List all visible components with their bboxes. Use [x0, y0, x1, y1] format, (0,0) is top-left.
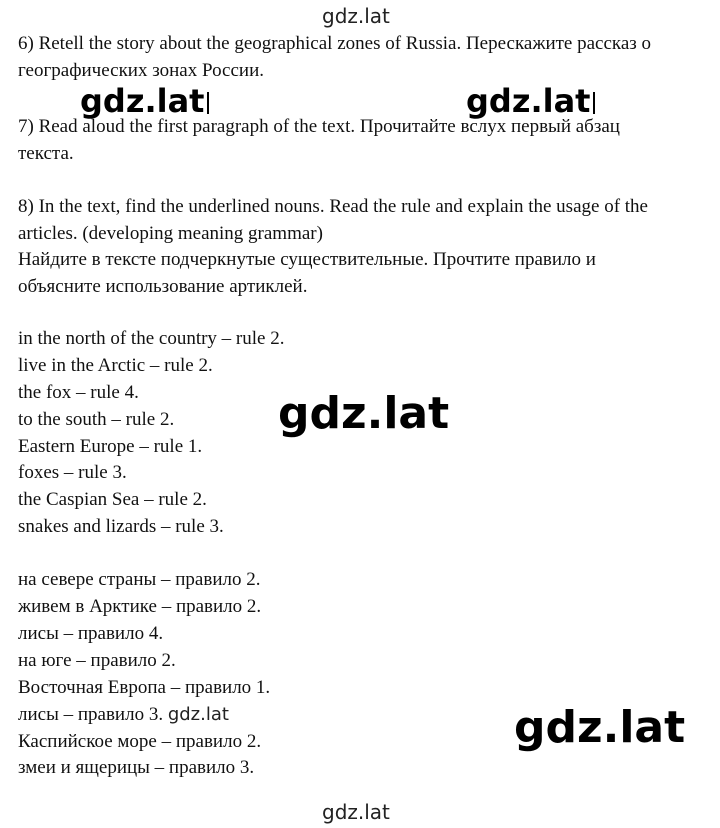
task8-line2: articles. (developing meaning grammar): [18, 223, 323, 244]
task8-line1: 8) In the text, find the underlined nouns. Read the rule and explain the usage of the: [18, 196, 648, 217]
answer-ru-6: [18, 701, 229, 728]
watermark-top: gdz.lat: [322, 4, 390, 28]
task6-line2: географических зонах России.: [18, 60, 264, 81]
answer-ru-3: лисы – правило 4.: [18, 623, 164, 644]
answer-ru-6-text: лисы – правило 3.: [18, 704, 164, 725]
watermark-right-mid-text: gdz.lat: [466, 82, 591, 120]
cursor-icon: [593, 92, 595, 114]
answer-en-2: live in the Arctic – rule 2.: [18, 355, 213, 376]
watermark-center: gdz.lat: [278, 388, 450, 439]
answer-en-7: the Caspian Sea – rule 2.: [18, 489, 207, 510]
answer-ru-4: на юге – правило 2.: [18, 650, 176, 671]
answer-en-6: foxes – rule 3.: [18, 462, 127, 483]
answer-ru-2: живем в Арктике – правило 2.: [18, 596, 262, 617]
answer-en-3: the fox – rule 4.: [18, 382, 139, 403]
answer-en-1: in the north of the country – rule 2.: [18, 328, 285, 349]
watermark-bottom-right: gdz.lat: [514, 702, 686, 753]
cursor-icon: [207, 92, 209, 114]
task8-line3: Найдите в тексте подчеркнутые существительные. Прочтите правило и: [18, 249, 596, 270]
answer-ru-7: Каспийское море – правило 2.: [18, 731, 262, 752]
task7-line2: текста.: [18, 143, 74, 164]
watermark-inline: gdz.lat: [167, 704, 229, 725]
answer-en-4: to the south – rule 2.: [18, 409, 175, 430]
answer-ru-1: на севере страны – правило 2.: [18, 569, 261, 590]
task7-line1: 7) Read aloud the first paragraph of the text. Прочитайте вслух первый абзац: [18, 116, 620, 137]
answer-ru-5: Восточная Европа – правило 1.: [18, 677, 271, 698]
watermark-bottom: gdz.lat: [322, 800, 390, 824]
task8-line4: объясните использование артиклей.: [18, 276, 308, 297]
answer-ru-8: змеи и ящерицы – правило 3.: [18, 757, 255, 778]
answer-en-5: Eastern Europe – rule 1.: [18, 436, 203, 457]
answer-en-8: snakes and lizards – rule 3.: [18, 516, 224, 537]
task6-line1: 6) Retell the story about the geographical zones of Russia. Перескажите рассказ о: [18, 33, 652, 54]
watermark-left-mid-text: gdz.lat: [80, 82, 205, 120]
